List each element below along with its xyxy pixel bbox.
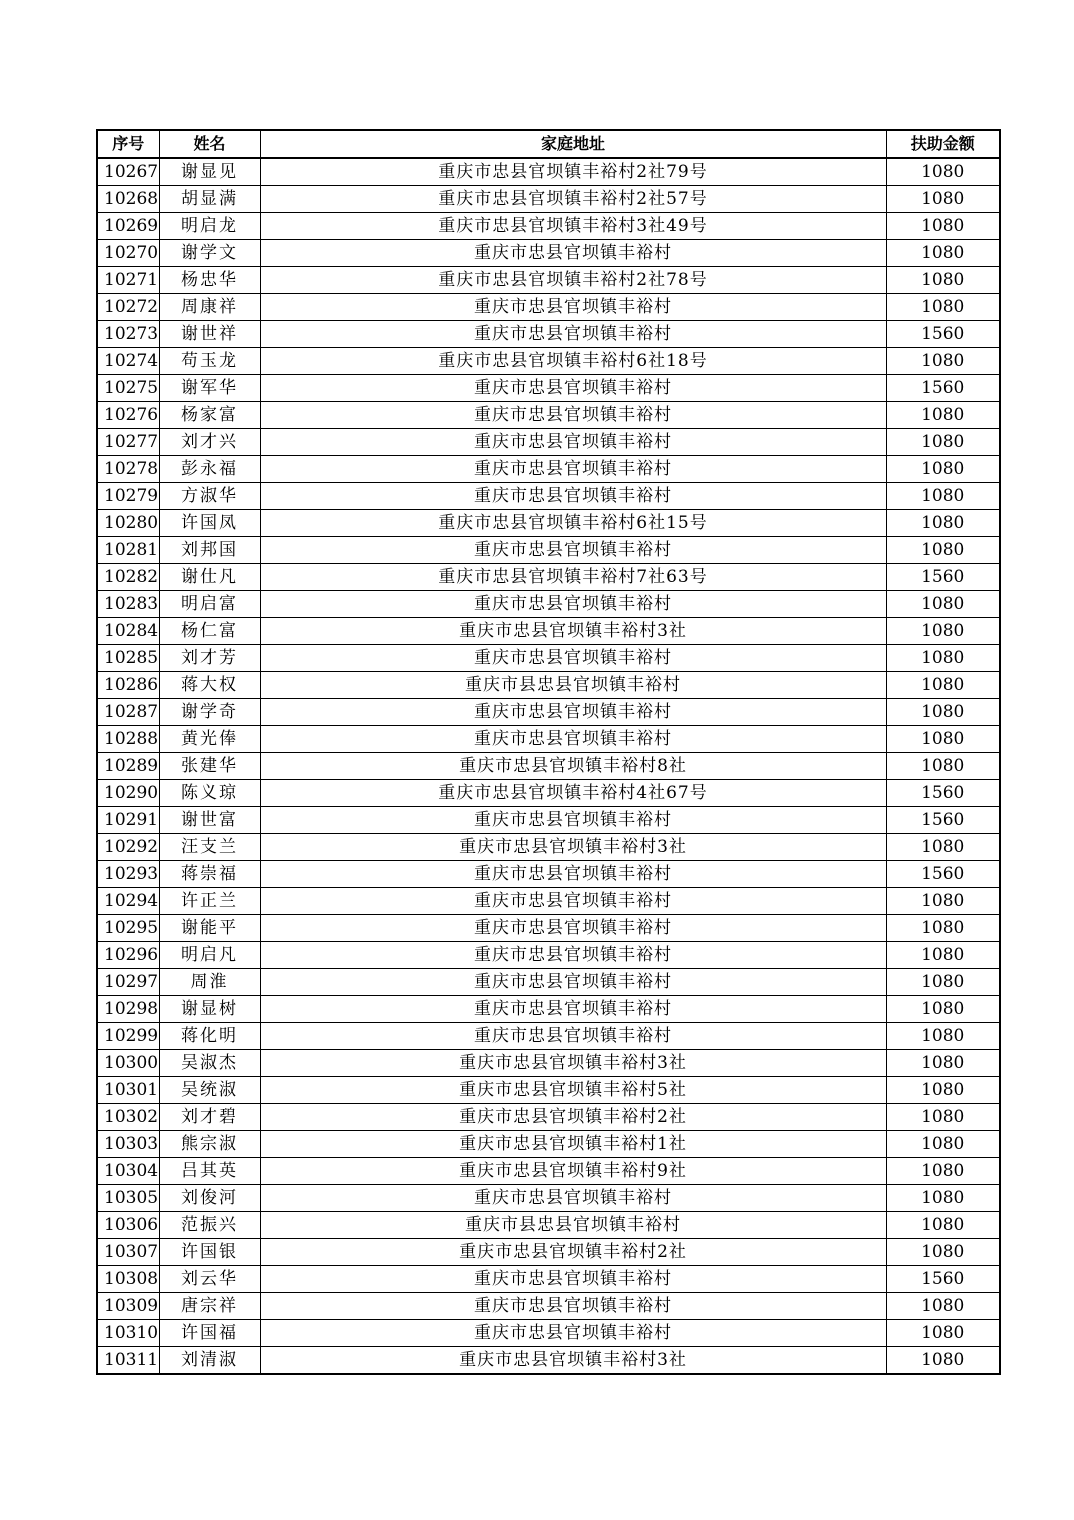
amount-cell: 1080 [886,1293,1000,1320]
table-row [97,564,1000,591]
table-row [97,915,1000,942]
table-row [97,1050,1000,1077]
name-cell: 谢世富 [159,807,260,834]
table-row [97,834,1000,861]
name-cell: 熊宗淑 [159,1131,260,1158]
name-cell: 许国凤 [159,510,260,537]
address-cell: 重庆市忠县官坝镇丰裕村3社 [260,1347,886,1375]
serial-cell: 10269 [97,213,159,240]
amount-cell: 1560 [886,807,1000,834]
name-cell: 杨家富 [159,402,260,429]
address-cell: 重庆市忠县官坝镇丰裕村 [260,1293,886,1320]
amount-cell: 1080 [886,1050,1000,1077]
serial-cell: 10297 [97,969,159,996]
name-cell: 明启凡 [159,942,260,969]
name-cell: 谢学文 [159,240,260,267]
amount-cell: 1080 [886,1131,1000,1158]
name-cell: 蒋化明 [159,1023,260,1050]
table-row [97,1104,1000,1131]
name-cell: 谢能平 [159,915,260,942]
header-amount: 扶助金额 [886,130,1000,158]
name-cell: 明启龙 [159,213,260,240]
table-row [97,618,1000,645]
header-serial: 序号 [97,130,159,158]
serial-cell: 10285 [97,645,159,672]
amount-cell: 1080 [886,429,1000,456]
name-cell: 刘才兴 [159,429,260,456]
address-cell: 重庆市忠县官坝镇丰裕村3社 [260,618,886,645]
amount-cell: 1080 [886,618,1000,645]
table-row [97,942,1000,969]
name-cell: 苟玉龙 [159,348,260,375]
name-cell: 范振兴 [159,1212,260,1239]
address-cell: 重庆市忠县官坝镇丰裕村 [260,807,886,834]
address-cell: 重庆市忠县官坝镇丰裕村 [260,726,886,753]
amount-cell: 1080 [886,996,1000,1023]
table-row [97,1077,1000,1104]
name-cell: 许正兰 [159,888,260,915]
amount-cell: 1080 [886,969,1000,996]
amount-cell: 1560 [886,564,1000,591]
serial-cell: 10294 [97,888,159,915]
table-row [97,645,1000,672]
serial-cell: 10310 [97,1320,159,1347]
serial-cell: 10284 [97,618,159,645]
serial-cell: 10301 [97,1077,159,1104]
table-row [97,483,1000,510]
name-cell: 谢显树 [159,996,260,1023]
name-cell: 唐宗祥 [159,1293,260,1320]
amount-cell: 1560 [886,780,1000,807]
address-cell: 重庆市忠县官坝镇丰裕村5社 [260,1077,886,1104]
table-row [97,402,1000,429]
table-row [97,726,1000,753]
address-cell: 重庆市忠县官坝镇丰裕村2社 [260,1239,886,1266]
name-cell: 杨仁富 [159,618,260,645]
name-cell: 刘俊河 [159,1185,260,1212]
name-cell: 汪支兰 [159,834,260,861]
serial-cell: 10273 [97,321,159,348]
address-cell: 重庆市忠县官坝镇丰裕村3社 [260,834,886,861]
name-cell: 刘邦国 [159,537,260,564]
address-cell: 重庆市忠县官坝镇丰裕村2社78号 [260,267,886,294]
address-cell: 重庆市忠县官坝镇丰裕村2社57号 [260,186,886,213]
name-cell: 蒋崇福 [159,861,260,888]
amount-cell: 1560 [886,321,1000,348]
address-cell: 重庆市忠县官坝镇丰裕村8社 [260,753,886,780]
amount-cell: 1080 [886,510,1000,537]
name-cell: 刘才芳 [159,645,260,672]
serial-cell: 10296 [97,942,159,969]
name-cell: 谢世祥 [159,321,260,348]
amount-cell: 1080 [886,1320,1000,1347]
serial-cell: 10291 [97,807,159,834]
serial-cell: 10277 [97,429,159,456]
serial-cell: 10271 [97,267,159,294]
name-cell: 谢军华 [159,375,260,402]
name-cell: 刘云华 [159,1266,260,1293]
address-cell: 重庆市忠县官坝镇丰裕村 [260,375,886,402]
name-cell: 许国银 [159,1239,260,1266]
amount-cell: 1080 [886,834,1000,861]
serial-cell: 10281 [97,537,159,564]
serial-cell: 10288 [97,726,159,753]
table-row [97,375,1000,402]
name-cell: 吴淑杰 [159,1050,260,1077]
address-cell: 重庆市忠县官坝镇丰裕村4社67号 [260,780,886,807]
table-row [97,510,1000,537]
serial-cell: 10311 [97,1347,159,1375]
serial-cell: 10298 [97,996,159,1023]
amount-cell: 1080 [886,942,1000,969]
name-cell: 周淮 [159,969,260,996]
table-row [97,861,1000,888]
address-cell: 重庆市忠县官坝镇丰裕村 [260,861,886,888]
serial-cell: 10308 [97,1266,159,1293]
amount-cell: 1080 [886,267,1000,294]
table-row [97,429,1000,456]
address-cell: 重庆市忠县官坝镇丰裕村 [260,1266,886,1293]
address-cell: 重庆市忠县官坝镇丰裕村 [260,321,886,348]
serial-cell: 10309 [97,1293,159,1320]
table-row [97,1266,1000,1293]
amount-cell: 1080 [886,456,1000,483]
address-cell: 重庆市忠县官坝镇丰裕村 [260,942,886,969]
table-row [97,591,1000,618]
serial-cell: 10267 [97,158,159,186]
amount-cell: 1080 [886,915,1000,942]
address-cell: 重庆市忠县官坝镇丰裕村3社49号 [260,213,886,240]
amount-cell: 1080 [886,1023,1000,1050]
address-cell: 重庆市忠县官坝镇丰裕村9社 [260,1158,886,1185]
amount-cell: 1080 [886,186,1000,213]
name-cell: 彭永福 [159,456,260,483]
name-cell: 陈义琼 [159,780,260,807]
address-cell: 重庆市忠县官坝镇丰裕村2社 [260,1104,886,1131]
table-row [97,1131,1000,1158]
name-cell: 吕其英 [159,1158,260,1185]
table-row [97,672,1000,699]
amount-cell: 1080 [886,1077,1000,1104]
name-cell: 谢仕凡 [159,564,260,591]
serial-cell: 10300 [97,1050,159,1077]
address-cell: 重庆市忠县官坝镇丰裕村7社63号 [260,564,886,591]
address-cell: 重庆市忠县官坝镇丰裕村 [260,402,886,429]
serial-cell: 10295 [97,915,159,942]
amount-cell: 1080 [886,1158,1000,1185]
name-cell: 周康祥 [159,294,260,321]
address-cell: 重庆市忠县官坝镇丰裕村 [260,456,886,483]
address-cell: 重庆市忠县官坝镇丰裕村 [260,537,886,564]
header-row [97,130,1000,158]
table-row [97,1023,1000,1050]
table-row [97,1239,1000,1266]
table-row [97,780,1000,807]
table-row [97,1158,1000,1185]
serial-cell: 10302 [97,1104,159,1131]
amount-cell: 1560 [886,861,1000,888]
serial-cell: 10280 [97,510,159,537]
name-cell: 方淑华 [159,483,260,510]
table-row [97,456,1000,483]
serial-cell: 10292 [97,834,159,861]
header-name: 姓名 [159,130,260,158]
amount-cell: 1080 [886,158,1000,186]
serial-cell: 10306 [97,1212,159,1239]
serial-cell: 10276 [97,402,159,429]
table-row [97,213,1000,240]
address-cell: 重庆市忠县官坝镇丰裕村 [260,888,886,915]
serial-cell: 10286 [97,672,159,699]
serial-cell: 10287 [97,699,159,726]
amount-cell: 1560 [886,1266,1000,1293]
serial-cell: 10289 [97,753,159,780]
assistance-table [96,129,1001,1375]
table-row [97,888,1000,915]
serial-cell: 10305 [97,1185,159,1212]
table-row [97,294,1000,321]
amount-cell: 1080 [886,213,1000,240]
serial-cell: 10283 [97,591,159,618]
name-cell: 杨忠华 [159,267,260,294]
table-row [97,1347,1000,1375]
name-cell: 黄光俸 [159,726,260,753]
table-row [97,753,1000,780]
serial-cell: 10290 [97,780,159,807]
table-row [97,699,1000,726]
serial-cell: 10278 [97,456,159,483]
amount-cell: 1080 [886,645,1000,672]
amount-cell: 1080 [886,402,1000,429]
address-cell: 重庆市忠县官坝镇丰裕村 [260,969,886,996]
serial-cell: 10303 [97,1131,159,1158]
table-row [97,158,1000,186]
name-cell: 张建华 [159,753,260,780]
serial-cell: 10282 [97,564,159,591]
amount-cell: 1080 [886,1104,1000,1131]
address-cell: 重庆市县忠县官坝镇丰裕村 [260,1212,886,1239]
serial-cell: 10279 [97,483,159,510]
table-row [97,537,1000,564]
address-cell: 重庆市忠县官坝镇丰裕村 [260,591,886,618]
amount-cell: 1080 [886,888,1000,915]
table-row [97,348,1000,375]
table-row [97,186,1000,213]
name-cell: 许国福 [159,1320,260,1347]
address-cell: 重庆市忠县官坝镇丰裕村6社18号 [260,348,886,375]
table-row [97,1185,1000,1212]
address-cell: 重庆市忠县官坝镇丰裕村 [260,915,886,942]
amount-cell: 1080 [886,699,1000,726]
serial-cell: 10272 [97,294,159,321]
address-cell: 重庆市忠县官坝镇丰裕村1社 [260,1131,886,1158]
address-cell: 重庆市忠县官坝镇丰裕村6社15号 [260,510,886,537]
table-row [97,807,1000,834]
amount-cell: 1080 [886,753,1000,780]
address-cell: 重庆市忠县官坝镇丰裕村 [260,294,886,321]
name-cell: 谢显见 [159,158,260,186]
table-row [97,969,1000,996]
name-cell: 明启富 [159,591,260,618]
address-cell: 重庆市忠县官坝镇丰裕村3社 [260,1050,886,1077]
name-cell: 吴统淑 [159,1077,260,1104]
address-cell: 重庆市忠县官坝镇丰裕村 [260,1185,886,1212]
amount-cell: 1560 [886,375,1000,402]
amount-cell: 1080 [886,1347,1000,1375]
amount-cell: 1080 [886,483,1000,510]
address-cell: 重庆市忠县官坝镇丰裕村 [260,429,886,456]
serial-cell: 10270 [97,240,159,267]
address-cell: 重庆市忠县官坝镇丰裕村 [260,699,886,726]
amount-cell: 1080 [886,537,1000,564]
name-cell: 蒋大权 [159,672,260,699]
serial-cell: 10275 [97,375,159,402]
address-cell: 重庆市忠县官坝镇丰裕村 [260,240,886,267]
amount-cell: 1080 [886,1185,1000,1212]
name-cell: 谢学奇 [159,699,260,726]
table-row [97,996,1000,1023]
serial-cell: 10307 [97,1239,159,1266]
serial-cell: 10268 [97,186,159,213]
address-cell: 重庆市县忠县官坝镇丰裕村 [260,672,886,699]
table-row [97,1320,1000,1347]
amount-cell: 1080 [886,1239,1000,1266]
amount-cell: 1080 [886,240,1000,267]
serial-cell: 10274 [97,348,159,375]
amount-cell: 1080 [886,591,1000,618]
address-cell: 重庆市忠县官坝镇丰裕村2社79号 [260,158,886,186]
table-row [97,321,1000,348]
table-row [97,1293,1000,1320]
table-row [97,240,1000,267]
address-cell: 重庆市忠县官坝镇丰裕村 [260,645,886,672]
amount-cell: 1080 [886,294,1000,321]
amount-cell: 1080 [886,672,1000,699]
address-cell: 重庆市忠县官坝镇丰裕村 [260,483,886,510]
amount-cell: 1080 [886,1212,1000,1239]
amount-cell: 1080 [886,726,1000,753]
address-cell: 重庆市忠县官坝镇丰裕村 [260,1320,886,1347]
amount-cell: 1080 [886,348,1000,375]
table-row [97,267,1000,294]
serial-cell: 10293 [97,861,159,888]
name-cell: 刘才碧 [159,1104,260,1131]
address-cell: 重庆市忠县官坝镇丰裕村 [260,1023,886,1050]
serial-cell: 10299 [97,1023,159,1050]
table-row [97,1212,1000,1239]
serial-cell: 10304 [97,1158,159,1185]
header-address: 家庭地址 [260,130,886,158]
name-cell: 刘清淑 [159,1347,260,1375]
address-cell: 重庆市忠县官坝镇丰裕村 [260,996,886,1023]
name-cell: 胡显满 [159,186,260,213]
